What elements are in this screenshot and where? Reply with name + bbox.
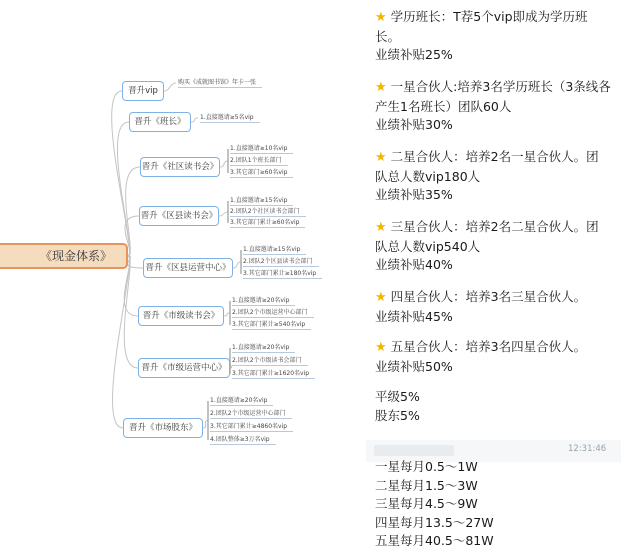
message-line: ★ 一星合伙人:培养3名学历班长（3条线各 xyxy=(375,78,615,98)
earnings-line: 四星每月13.5～27W xyxy=(375,514,494,530)
leaf-item: 2.团队1个班长部门 xyxy=(230,157,282,164)
branch-node-4: 晋升《区县读书会》 xyxy=(139,206,219,226)
leaf-connector xyxy=(191,118,198,122)
leaf-item: 购买《成就图书馆》年卡一张 xyxy=(178,79,257,86)
leaf-connector xyxy=(219,212,228,216)
message-paragraph xyxy=(375,288,615,326)
branch-node-1: 晋升vip xyxy=(122,81,164,101)
message-line: ★ 二星合伙人：培养2名一星合伙人。团 xyxy=(375,148,615,168)
message-paragraph xyxy=(375,338,615,376)
leaf-item: 1.直接邀请≥15名vip xyxy=(230,197,288,204)
leaf-connector xyxy=(224,313,230,316)
leaf-item: 1.直接邀请≥20名vip xyxy=(232,297,290,304)
star-icon: ★ xyxy=(375,80,387,95)
message-line: 平级5% xyxy=(375,389,420,404)
message-line: ★ 四星合伙人：培养3名三星合伙人。 xyxy=(375,288,615,308)
leaf-item: 1.直接邀请≥20名vip xyxy=(232,344,290,351)
earnings-line: 三星每月4.5～9W xyxy=(375,496,478,511)
star-icon: ★ xyxy=(375,10,387,25)
branch-connector xyxy=(124,256,138,368)
star-icon: ★ xyxy=(375,340,387,355)
leaf-item: 3.其它部门累计≥540名vip xyxy=(232,321,306,328)
message-line: 业绩补贴25% xyxy=(375,47,453,62)
leaf-item: 3.其它部门累计≥60名vip xyxy=(230,219,300,226)
leaf-item: 2.团队2个市级运营中心部门 xyxy=(210,410,286,417)
earnings-line: 二星每月1.5～3W xyxy=(375,477,478,493)
branch-node-7: 晋升《市级运营中心》 xyxy=(138,358,230,378)
message-line: 业绩补贴35% xyxy=(375,187,453,202)
message-line: 业绩补贴50% xyxy=(375,358,453,374)
leaf-connector xyxy=(233,262,241,268)
leaf-connector xyxy=(220,161,228,167)
branch-node-5: 晋升《区县运营中心》 xyxy=(143,258,233,278)
message-timestamp: 12:31:46 xyxy=(568,444,607,454)
star-icon: ★ xyxy=(375,150,387,165)
branch-connector xyxy=(117,122,129,256)
message-paragraph xyxy=(375,388,615,425)
leaf-item: 2.团队2个社区读书会部门 xyxy=(230,208,300,215)
mind-map-root: 《现金体系》 xyxy=(0,243,128,269)
leaf-item: 1.直接邀请≥10名vip xyxy=(230,145,288,152)
earnings-line: 一星每月0.5～1W xyxy=(375,459,478,474)
branch-node-8: 晋升《市场股东》 xyxy=(123,418,203,438)
message-line: ★ 五星合伙人：培养3名四星合伙人。 xyxy=(375,338,615,358)
star-icon: ★ xyxy=(375,290,387,305)
branch-node-6: 晋升《市级读书会》 xyxy=(138,306,224,326)
message-line: ★ 学历班长：T荐5个vip即成为学历班 xyxy=(375,8,615,28)
leaf-item: 1.直接邀请≥15名vip xyxy=(243,246,301,253)
leaf-item: 2.团队2个区县读书会部门 xyxy=(243,258,313,265)
message-line: ★ 三星合伙人：培养2名二星合伙人。团 xyxy=(375,218,615,238)
message-line: 业绩补贴40% xyxy=(375,257,453,272)
message-paragraph xyxy=(375,218,615,275)
message-line: 长。 xyxy=(375,28,401,44)
leaf-item: 3.其它部门累计≥4860名vip xyxy=(210,423,288,430)
leaf-item: 3.其它部门累计≥1620名vip xyxy=(232,370,310,377)
leaf-item: 1.直接邀请≥20名vip xyxy=(210,397,268,404)
branch-connector xyxy=(112,91,130,256)
chat-messages xyxy=(366,0,621,550)
message-line: 业绩补贴45% xyxy=(375,308,453,324)
message-line: 队总人数vip180人 xyxy=(375,168,481,184)
message-line: 股东5% xyxy=(375,407,420,423)
message-line: 业绩补贴30% xyxy=(375,117,453,132)
message-paragraph xyxy=(375,148,615,205)
branch-connector xyxy=(113,256,130,428)
leaf-item: 4.团队整体≥3万名vip xyxy=(210,436,270,443)
leaf-item: 3.其它部门≥60名vip xyxy=(230,169,288,176)
leaf-connector xyxy=(203,421,208,429)
earnings-line: 五星每月40.5～81W xyxy=(375,533,494,548)
message-paragraph xyxy=(375,8,615,65)
star-icon: ★ xyxy=(375,220,387,235)
message-paragraph xyxy=(375,78,615,135)
leaf-item: 1.直接邀请≥5名vip xyxy=(200,114,254,121)
leaf-item: 3.其它部门累计≥180名vip xyxy=(243,270,317,277)
message-line: 产生1名班长）团队60人 xyxy=(375,98,512,114)
blurred-sender-name xyxy=(374,445,454,456)
branch-node-2: 晋升《班长》 xyxy=(129,112,191,132)
leaf-item: 2.团队2个市级运营中心部门 xyxy=(232,309,308,316)
message-line: 队总人数vip540人 xyxy=(375,238,481,254)
leaf-connector xyxy=(164,83,176,91)
branch-node-3: 晋升《社区读书会》 xyxy=(140,157,220,177)
leaf-item: 2.团队2个市级读书会部门 xyxy=(232,357,302,364)
